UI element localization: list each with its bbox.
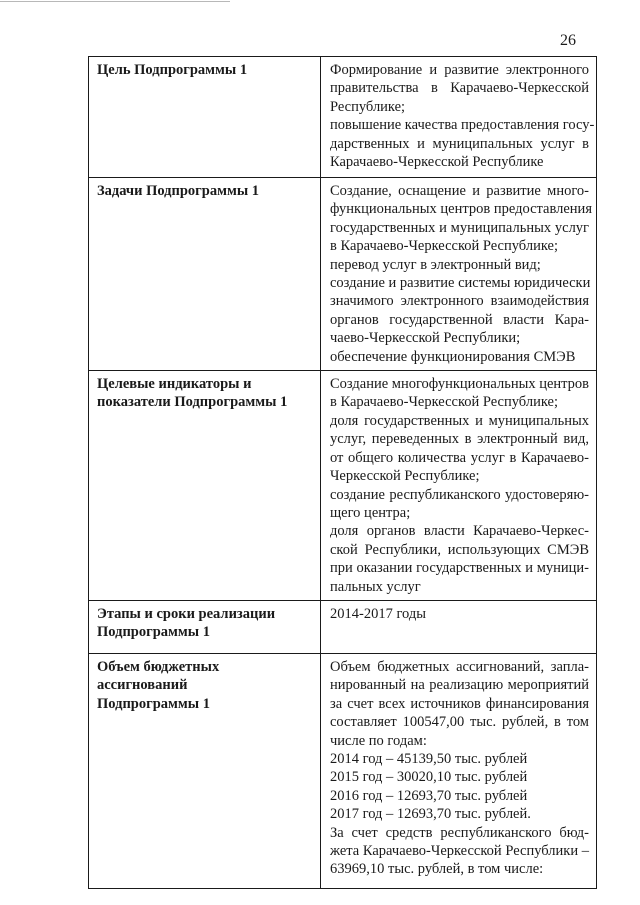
row-value-line: за счет всех источников финансирования (330, 695, 589, 712)
row-value-line: от общего количества услуг в Карачаево- (330, 449, 589, 466)
row-value-line: услуг, переведенных в электронный вид, (330, 431, 589, 448)
row-value-line: создание и развитие системы юридически (330, 275, 591, 292)
row-value-cell (321, 178, 597, 371)
passport-row (89, 57, 597, 178)
row-value-line: 2014-2017 годы (330, 605, 426, 622)
row-value-line: при оказании государственных и муници- (330, 560, 589, 577)
row-value-line: ской Республики, использующих СМЭВ (330, 541, 589, 558)
page-number: 26 (560, 32, 576, 49)
row-value-line: создание республиканского удостоверяю- (330, 486, 589, 503)
row-value-line: дарственных и муниципальных услуг в (330, 135, 589, 152)
row-value-line: числе по годам: (330, 732, 427, 749)
row-value-line: составляет 100547,00 тыс. рублей, в том (330, 714, 589, 731)
row-value-line: Объем бюджетных ассигнований, запла- (330, 658, 589, 675)
row-value-line: 63969,10 тыс. рублей, в том числе: (330, 861, 544, 878)
row-value-line: За счет средств республиканского бюд- (330, 824, 589, 841)
row-value-cell (321, 57, 597, 178)
row-label-line: ассигнований (97, 677, 188, 694)
row-value-line: функциональных центров предоставления (330, 201, 592, 218)
row-value-line: Создание многофункциональных центров (330, 376, 590, 393)
row-value-line: государственных и муниципальных услуг (330, 219, 589, 236)
row-value-line: Создание, оснащение и развитие много- (330, 183, 589, 199)
passport-table-body (89, 57, 597, 889)
passport-row (89, 600, 597, 653)
row-label-line: показатели Подпрограммы 1 (97, 394, 288, 411)
row-label-line: Этапы и сроки реализации (97, 605, 276, 622)
row-value-line: в Карачаево-Черкесской Республике; (330, 394, 558, 411)
row-value-line: значимого электронного взаимодействия (330, 293, 589, 310)
row-value-line: чаево-Черкесской Республики; (330, 330, 521, 347)
row-value-line: Формирование и развитие электронного (330, 62, 589, 78)
row-value-line: правительства в Карачаево-Черкесской (330, 80, 589, 97)
row-label-line: Целевые индикаторы и (97, 376, 252, 393)
row-value-line: обеспечение функционирования СМЭВ (330, 348, 576, 365)
row-value-line: 2015 год – 30020,10 тыс. рублей (330, 769, 528, 786)
row-value-line: 2014 год – 45139,50 тыс. рублей (330, 750, 528, 767)
row-value-line: Черкесской Республике; (330, 468, 480, 485)
row-label-cell (89, 653, 321, 888)
row-value-cell (321, 653, 597, 888)
row-label-cell (89, 57, 321, 178)
row-value-cell (321, 600, 597, 653)
row-value-line: 2017 год – 12693,70 тыс. рублей. (330, 806, 531, 823)
passport-row (89, 178, 597, 371)
row-label-cell (89, 371, 321, 601)
passport-row (89, 653, 597, 888)
row-value-line: перевод услуг в электронный вид; (330, 256, 541, 273)
row-label-line: Подпрограммы 1 (97, 624, 210, 641)
row-value-line: доля государственных и муниципальных (330, 412, 589, 429)
row-value-line: в Карачаево-Черкесской Республике; (330, 238, 558, 255)
row-value-line: 2016 год – 12693,70 тыс. рублей (330, 787, 528, 804)
row-label-line: Объем бюджетных (97, 658, 220, 675)
passport-row (89, 371, 597, 601)
row-label-cell (89, 178, 321, 371)
row-value-line: Республике; (330, 98, 406, 115)
row-value-line: жета Карачаево-Черкесской Республики – (330, 843, 589, 859)
row-value-line: повышение качества предоставления госу- (330, 117, 595, 134)
row-value-line: пальных услуг (330, 578, 421, 595)
row-value-line: доля органов власти Карачаево-Черкес- (330, 523, 589, 540)
scan-edge-line (0, 1, 230, 2)
row-value-line: Карачаево-Черкесской Республике (330, 154, 544, 171)
row-value-cell (321, 371, 597, 601)
row-value-line: органов государственной власти Кара- (330, 311, 589, 328)
row-label-line: Подпрограммы 1 (97, 695, 210, 712)
row-label-cell (89, 600, 321, 653)
row-label-line: Цель Подпрограммы 1 (97, 62, 248, 78)
row-value-line: нированный на реализацию мероприятий (330, 677, 589, 694)
subprogram-passport-table (88, 56, 597, 889)
row-value-line: щего центра; (330, 504, 411, 521)
row-label-line: Задачи Подпрограммы 1 (97, 183, 260, 199)
